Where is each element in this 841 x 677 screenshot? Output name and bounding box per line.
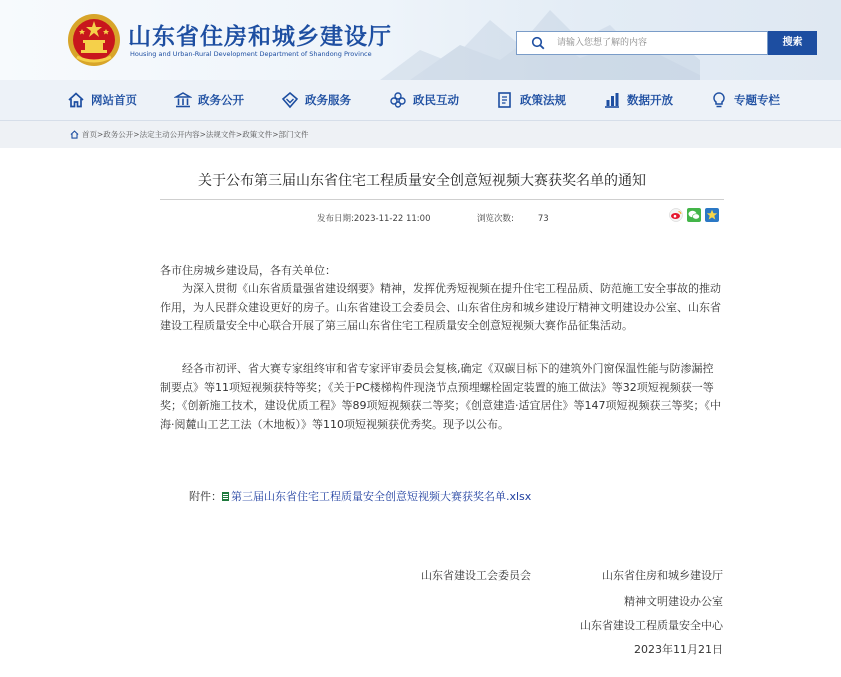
site-title[interactable]: 山东省住房和城乡建设厅 bbox=[128, 24, 392, 50]
search-icon bbox=[531, 36, 545, 50]
paragraph-1: 为深入贯彻《山东省质量强省建设纲要》精神，发挥优秀短视频在提升住宅工程品质、防范施工安全事故的推动作用，为人民群众建设更好的房子。山东省建设工会委员会、山东省住房和城乡建设厅精神文明建设办公室、山东省建设工程质量安全中心联合开展了第三届山东省住宅工程质量安全创意短视频大赛作品征集活动。 bbox=[160, 282, 721, 332]
breadcrumb-separator: > bbox=[235, 130, 243, 139]
nav-label: 政民互动 bbox=[413, 93, 459, 107]
breadcrumb-bar bbox=[0, 121, 841, 148]
site-header bbox=[0, 0, 841, 80]
nav-item-open-data[interactable] bbox=[603, 80, 673, 120]
nav-item-special-topics[interactable] bbox=[710, 80, 780, 120]
views-label: 浏览次数: bbox=[477, 214, 514, 224]
nav-item-government-affairs[interactable] bbox=[174, 80, 244, 120]
breadcrumb-policy-documents[interactable]: 政策文件 bbox=[242, 130, 273, 139]
signer-office: 精神文明建设办公室 bbox=[624, 595, 723, 608]
date-value: 2023-11-22 11:00 bbox=[353, 214, 431, 224]
home-icon bbox=[67, 91, 85, 109]
nav-item-government-services[interactable] bbox=[281, 80, 351, 120]
breadcrumb-home[interactable]: 首页 bbox=[82, 130, 97, 139]
nav-label: 数据开放 bbox=[627, 93, 673, 107]
search-box bbox=[516, 31, 768, 55]
book-icon bbox=[496, 91, 514, 109]
date-label: 发布日期: bbox=[317, 214, 354, 224]
breadcrumb-department-documents[interactable]: 部门文件 bbox=[278, 130, 309, 139]
site-subtitle: Housing and Urban-Rural Development Department of Shandong Province bbox=[130, 50, 372, 58]
breadcrumb-separator: > bbox=[133, 130, 140, 139]
main-nav bbox=[0, 80, 841, 120]
breadcrumb-government-affairs[interactable]: 政务公开 bbox=[103, 130, 134, 139]
attachment-link[interactable]: 第三届山东省住宅工程质量安全创意短视频大赛获奖名单.xlsx bbox=[231, 490, 532, 503]
signing-date: 2023年11月21日 bbox=[634, 643, 723, 656]
breadcrumb-separator: > bbox=[97, 130, 104, 139]
nav-label: 专题专栏 bbox=[734, 93, 780, 107]
attachment bbox=[189, 488, 531, 504]
greeting: 各市住房城乡建设局，各有关单位： bbox=[160, 264, 336, 277]
attachment-label: 附件： bbox=[189, 490, 222, 503]
nav-item-home[interactable] bbox=[67, 80, 137, 120]
nav-label: 政务服务 bbox=[305, 93, 351, 107]
flower-icon bbox=[389, 91, 407, 109]
breadcrumb-separator: > bbox=[199, 130, 206, 139]
article-title: 关于公布第三届山东省住宅工程质量安全创意短视频大赛获奖名单的通知 bbox=[198, 173, 646, 189]
search-input[interactable] bbox=[557, 35, 757, 51]
home-icon bbox=[70, 130, 79, 139]
excel-file-icon bbox=[222, 492, 229, 501]
breadcrumb-statutory-content[interactable]: 法定主动公开内容 bbox=[139, 130, 200, 139]
views-value: 73 bbox=[537, 214, 549, 224]
chart-icon bbox=[603, 91, 621, 109]
diamond-icon bbox=[281, 91, 299, 109]
wechat-share-icon[interactable] bbox=[687, 208, 701, 222]
nav-item-policies[interactable] bbox=[496, 80, 566, 120]
signer-department: 山东省住房和城乡建设厅 bbox=[602, 569, 723, 582]
breadcrumb-separator: > bbox=[272, 130, 279, 139]
view-count bbox=[477, 212, 549, 224]
title-divider bbox=[160, 199, 724, 200]
favorite-star-icon[interactable] bbox=[705, 208, 719, 222]
lightbulb-icon bbox=[710, 91, 728, 109]
publish-date bbox=[317, 212, 430, 224]
weibo-share-icon[interactable] bbox=[669, 208, 683, 222]
building-icon bbox=[174, 91, 192, 109]
nav-item-interaction[interactable] bbox=[389, 80, 459, 120]
signer-center: 山东省建设工程质量安全中心 bbox=[580, 619, 723, 632]
search-button[interactable]: 搜索 bbox=[768, 31, 817, 55]
nav-label: 政务公开 bbox=[198, 93, 244, 107]
nav-label: 政策法规 bbox=[520, 93, 566, 107]
national-emblem-icon[interactable] bbox=[67, 13, 121, 67]
breadcrumb bbox=[70, 129, 308, 140]
signer-union: 山东省建设工会委员会 bbox=[421, 569, 531, 582]
nav-label: 网站首页 bbox=[91, 93, 137, 107]
paragraph-2: 经各市初评、省大赛专家组终审和省专家评审委员会复核,确定《双碳目标下的建筑外门窗保温性能与防渗漏控制要点》等11项短视频获特等奖；《关于PC楼梯构件现浇节点预埋螺栓固定装置的施工做法》等32项短视频获一等奖；《创新施工技术，建设优质工程》等89项短视频获二等奖；《创意建造·适宜居住》等147项短视频获三等奖；《中海·阅麓山工艺工法（木地板）》等110项短视频获优秀奖。现予以公布。 bbox=[160, 362, 721, 431]
breadcrumb-regulations[interactable]: 法规文件 bbox=[205, 130, 236, 139]
